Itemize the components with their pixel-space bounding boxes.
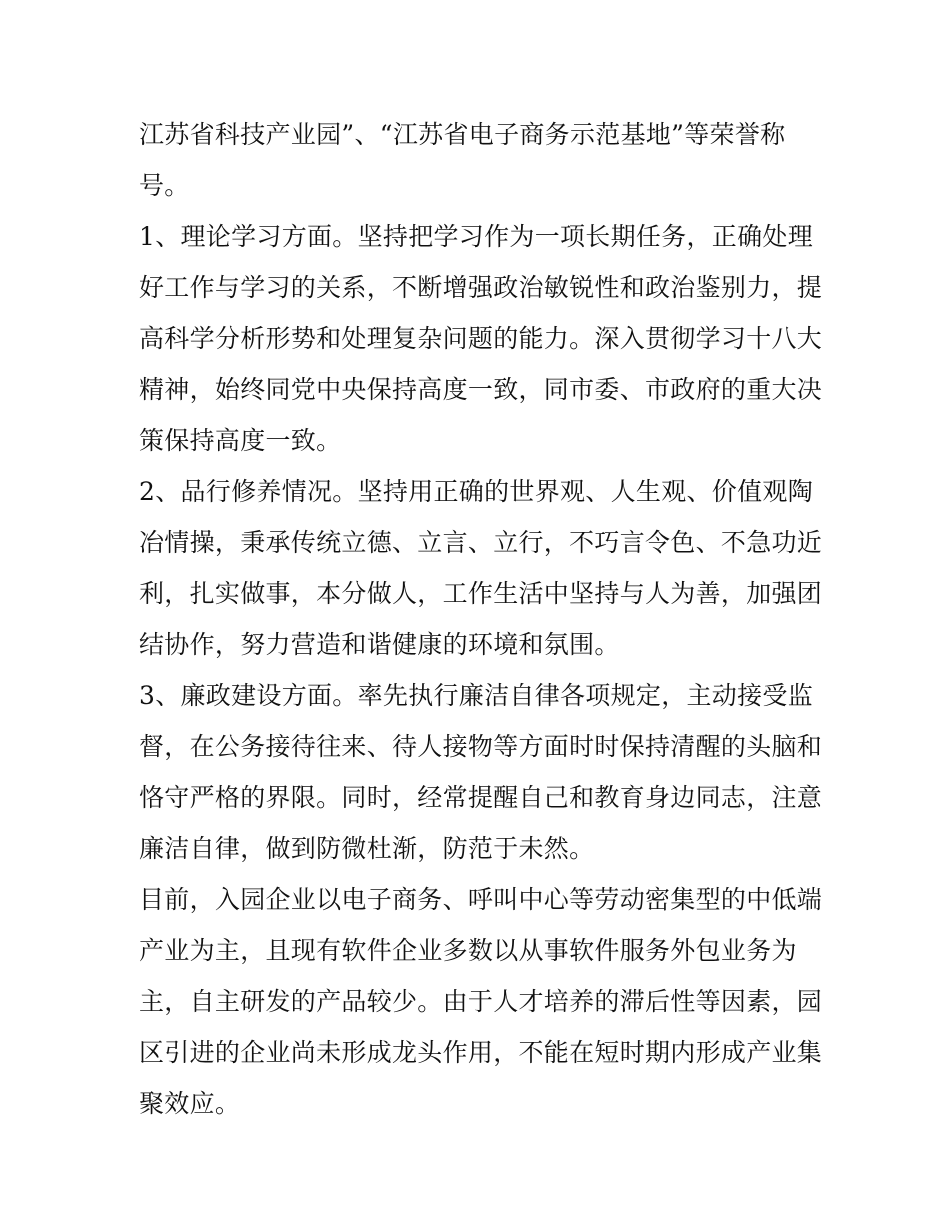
text-line: 恪守严格的界限。同时，经常提醒自己和教育身边同志，注意 [139, 783, 823, 812]
text-line: 冶情操，秉承传统立德、立言、立行，不巧言令色、不急功近 [139, 528, 823, 557]
text-line: 3、廉政建设方面。率先执行廉洁自律各项规定，主动接受监 [139, 681, 814, 710]
text-line: 督，在公务接待往来、待人接物等方面时时保持清醒的头脑和 [139, 732, 823, 761]
text-line: 高科学分析形势和处理复杂问题的能力。深入贯彻学习十八大 [139, 324, 823, 353]
text-line: 江苏省科技产业园”、“江苏省电子商务示范基地”等荣誉称 [139, 120, 786, 149]
text-line: 区引进的企业尚未形成龙头作用，不能在短时期内形成产业集 [139, 1038, 823, 1067]
text-line: 主，自主研发的产品较少。由于人才培养的滞后性等因素，园 [139, 987, 823, 1016]
text-line: 号。 [139, 171, 190, 200]
text-line: 利，扎实做事，本分做人，工作生活中坚持与人为善，加强团 [139, 579, 823, 608]
text-line: 结协作，努力营造和谐健康的环境和氛围。 [139, 630, 620, 659]
text-line: 好工作与学习的关系，不断增强政治敏锐性和政治鉴别力，提 [139, 273, 823, 302]
text-line: 廉洁自律，做到防微杜渐，防范于未然。 [139, 834, 595, 863]
text-line: 2、品行修养情况。坚持用正确的世界观、人生观、价值观陶 [139, 477, 814, 506]
text-line: 1、理论学习方面。坚持把学习作为一项长期任务，正确处理 [139, 222, 814, 251]
text-line: 产业为主，且现有软件企业多数以从事软件服务外包业务为 [139, 936, 797, 965]
text-line: 策保持高度一致。 [139, 426, 342, 455]
text-line: 聚效应。 [139, 1089, 241, 1118]
document-body [139, 109, 823, 1129]
text-line: 精神，始终同党中央保持高度一致，同市委、市政府的重大决 [139, 375, 823, 404]
text-line: 目前，入园企业以电子商务、呼叫中心等劳动密集型的中低端 [139, 885, 823, 914]
